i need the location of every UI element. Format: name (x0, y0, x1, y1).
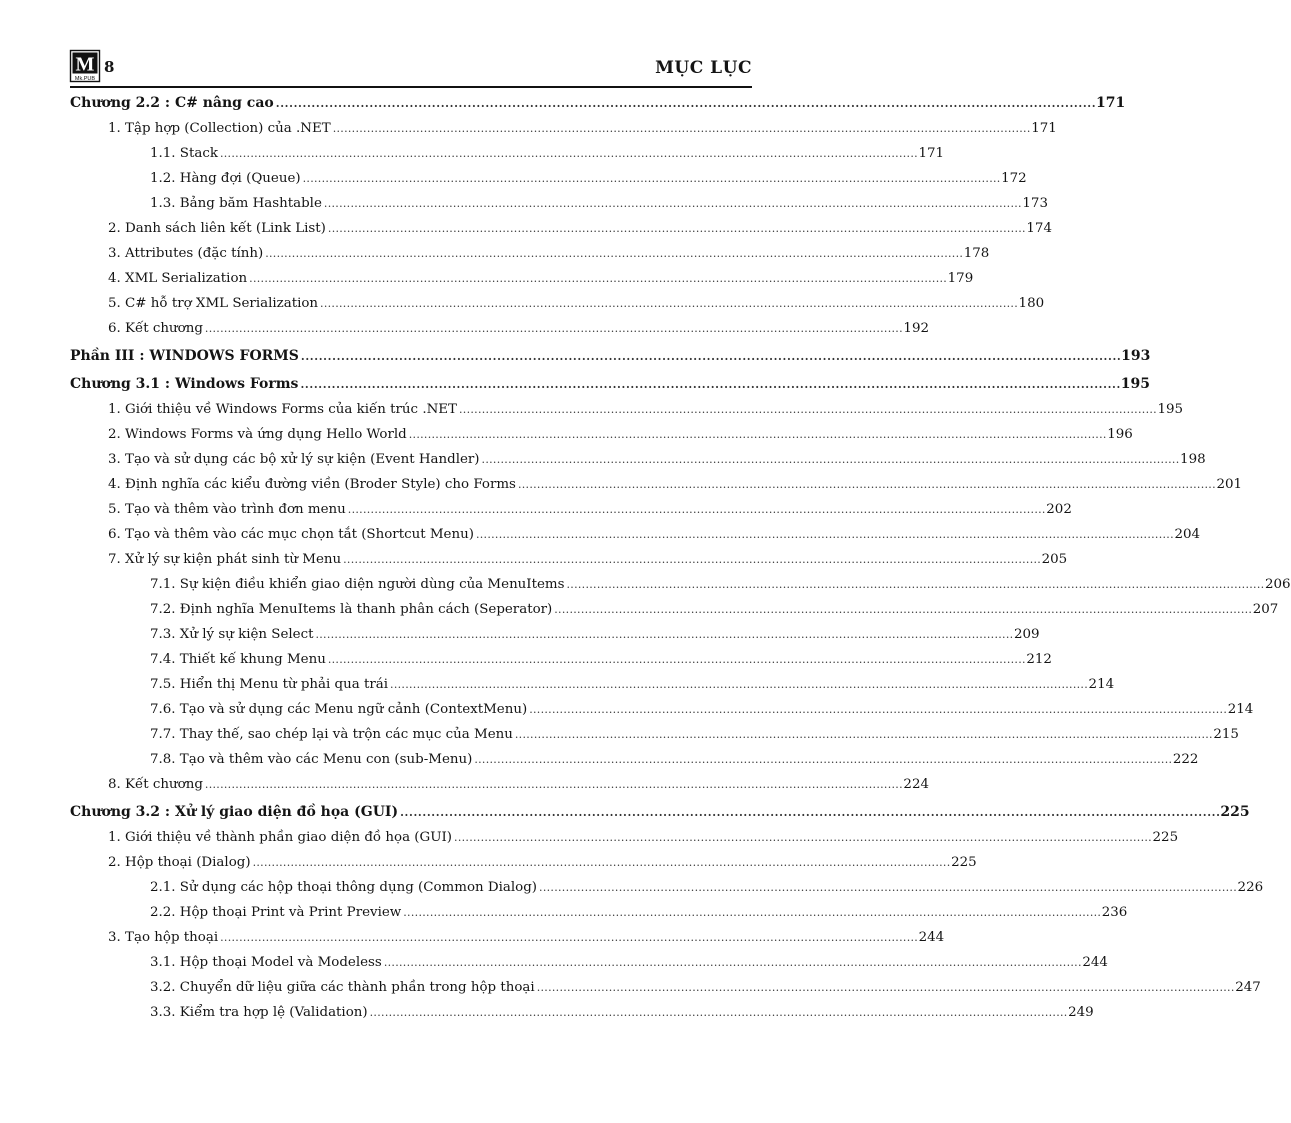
toc-entry-title: 4. Định nghĩa các kiểu đường viền (Broder Style) cho Forms (108, 477, 516, 492)
table-of-contents (70, 91, 1291, 1025)
toc-entry-title: Phần III : WINDOWS FORMS (70, 348, 299, 364)
toc-entry-title: 7.5. Hiển thị Menu từ phải qua trái (150, 677, 389, 692)
toc-entry-page: 244 (1082, 955, 1108, 970)
toc-entry-title: 3. Tạo và sử dụng các bộ xử lý sự kiện (Event Handler) (108, 452, 480, 467)
toc-entry (70, 622, 1040, 647)
dot-leader (476, 522, 1172, 547)
toc-entry (70, 141, 945, 166)
page-header (70, 48, 752, 86)
dot-leader (249, 266, 945, 291)
toc-entry (70, 697, 1254, 722)
dot-leader (315, 622, 1011, 647)
toc-entry-page: 171 (1031, 121, 1057, 136)
toc-entry-page: 236 (1101, 905, 1128, 920)
dot-leader (320, 291, 1016, 316)
dot-leader (328, 216, 1024, 241)
toc-entry-title: 3. Tạo hộp thoại (108, 930, 219, 945)
toc-entry-title: 7.7. Thay thế, sao chép lại và trộn các mục của Menu (150, 727, 513, 742)
dot-leader (537, 975, 1233, 1000)
dot-leader (220, 925, 916, 950)
toc-entry (70, 241, 990, 266)
toc-entry (70, 722, 1239, 747)
toc-entry (70, 422, 1133, 447)
toc-entry-page: 202 (1046, 502, 1072, 517)
toc-entry-page: 225 (951, 855, 977, 870)
toc-entry-page: 179 (947, 271, 974, 286)
dot-leader (515, 722, 1211, 747)
toc-entry-title: 2.1. Sử dụng các hộp thoại thông dụng (Common Dialog) (150, 880, 538, 895)
toc-entry-page: 205 (1041, 552, 1068, 567)
dot-leader (328, 647, 1024, 672)
toc-entry (70, 900, 1128, 925)
toc-entry-page: 192 (903, 321, 929, 336)
header-rule (70, 86, 752, 88)
toc-entry-title: 2. Hộp thoại (Dialog) (108, 855, 251, 870)
toc-entry (70, 116, 1057, 141)
dot-leader (205, 316, 901, 341)
toc-entry (70, 344, 1151, 369)
toc-entry-title: 7.6. Tạo và sử dụng các Menu ngữ cảnh (ContextMenu) (150, 702, 528, 717)
toc-entry (70, 316, 929, 341)
toc-entry-page: 180 (1018, 296, 1045, 311)
toc-entry-page: 204 (1174, 527, 1201, 542)
toc-entry-title: 7.1. Sự kiện điều khiển giao diện người dùng của MenuItems (150, 577, 565, 592)
toc-entry (70, 850, 977, 875)
dot-leader (409, 422, 1105, 447)
dot-leader (400, 800, 1218, 825)
toc-entry-title: 1. Giới thiệu về Windows Forms của kiến trúc .NET (108, 402, 457, 417)
toc-entry-title: 7.4. Thiết kế khung Menu (150, 652, 326, 667)
toc-entry-page: 226 (1237, 880, 1264, 895)
toc-entry (70, 772, 929, 797)
toc-entry-title: Chương 3.2 : Xử lý giao diện đồ họa (GUI) (70, 804, 399, 820)
toc-entry-page: 195 (1157, 402, 1184, 417)
toc-entry (70, 166, 1027, 191)
toc-entry (70, 597, 1279, 622)
dot-leader (205, 772, 901, 797)
toc-entry-title: 3. Attributes (đặc tính) (108, 246, 264, 261)
toc-entry (70, 672, 1115, 697)
toc-entry-page: 225 (1220, 804, 1250, 820)
toc-entry-page: 172 (1001, 171, 1027, 186)
toc-entry-title: 2.2. Hộp thoại Print và Print Preview (150, 905, 402, 920)
dot-leader (303, 166, 999, 191)
toc-entry-title: 4. XML Serialization (108, 271, 248, 286)
toc-entry-page: 212 (1026, 652, 1052, 667)
toc-entry-title: 5. Tạo và thêm vào trình đơn menu (108, 502, 346, 517)
section-title: MỤC LỤC (655, 58, 752, 78)
toc-entry-page: 209 (1013, 627, 1040, 642)
toc-entry-page: 198 (1180, 452, 1206, 467)
toc-entry (70, 497, 1072, 522)
dot-leader (390, 672, 1086, 697)
dot-leader (482, 447, 1178, 472)
dot-leader (518, 472, 1214, 497)
dot-leader (348, 497, 1044, 522)
toc-entry (70, 825, 1179, 850)
toc-entry (70, 875, 1264, 900)
dot-leader (554, 597, 1250, 622)
toc-entry-page: 196 (1107, 427, 1133, 442)
toc-entry-title: 5. C# hỗ trợ XML Serialization (108, 296, 319, 311)
toc-entry-title: 1. Tập hợp (Collection) của .NET (108, 121, 331, 136)
toc-entry-title: 1.1. Stack (150, 146, 218, 161)
toc-entry-page: 249 (1068, 1005, 1094, 1020)
toc-entry-page: 178 (963, 246, 990, 261)
toc-entry (70, 472, 1242, 497)
toc-entry-page: 247 (1235, 980, 1261, 995)
toc-entry (70, 397, 1184, 422)
toc-entry (70, 800, 1250, 825)
toc-entry-title: 2. Danh sách liên kết (Link List) (108, 221, 326, 236)
toc-entry-title: 7.8. Tạo và thêm vào các Menu con (sub-Menu) (150, 752, 473, 767)
toc-entry-page: 201 (1216, 477, 1242, 492)
toc-entry-title: 7. Xử lý sự kiện phát sinh từ Menu (108, 552, 342, 567)
publisher-logo (70, 50, 100, 82)
dot-leader (300, 372, 1118, 397)
toc-entry (70, 291, 1045, 316)
toc-entry-page: 244 (918, 930, 945, 945)
logo-letter: M (75, 53, 95, 76)
toc-entry (70, 372, 1150, 397)
logo-subtext: Mk.PUB (74, 76, 96, 82)
toc-entry-page: 222 (1172, 752, 1199, 767)
dot-leader (459, 397, 1155, 422)
toc-entry-page: 214 (1227, 702, 1254, 717)
dot-leader (454, 825, 1150, 850)
toc-entry-page: 214 (1088, 677, 1115, 692)
page-number: 8 (104, 58, 115, 76)
dot-leader (370, 1000, 1066, 1025)
toc-entry-page: 206 (1264, 577, 1291, 592)
toc-entry-page: 207 (1252, 602, 1279, 617)
dot-leader (265, 241, 961, 266)
toc-entry-page: 224 (903, 777, 929, 792)
toc-entry-title: Chương 3.1 : Windows Forms (70, 376, 299, 392)
dot-leader (566, 572, 1262, 597)
dot-leader (474, 747, 1170, 772)
dot-leader (301, 344, 1119, 369)
toc-entry-title: Chương 2.2 : C# nâng cao (70, 95, 274, 111)
toc-entry (70, 216, 1052, 241)
toc-entry-title: 1. Giới thiệu về thành phần giao diện đồ họa (GUI) (108, 830, 453, 845)
toc-entry-page: 193 (1121, 348, 1151, 364)
toc-entry (70, 647, 1052, 672)
toc-entry-title: 2. Windows Forms và ứng dụng Hello World (108, 427, 407, 442)
toc-entry-page: 173 (1022, 196, 1048, 211)
toc-entry (70, 925, 945, 950)
toc-entry-title: 7.3. Xử lý sự kiện Select (150, 627, 314, 642)
toc-entry-title: 8. Kết chương (108, 777, 203, 792)
toc-entry-title: 1.2. Hàng đợi (Queue) (150, 171, 301, 186)
toc-entry-page: 215 (1213, 727, 1239, 742)
dot-leader (539, 875, 1235, 900)
toc-entry-page: 174 (1026, 221, 1052, 236)
dot-leader (529, 697, 1225, 722)
toc-entry-page: 195 (1120, 376, 1150, 392)
dot-leader (324, 191, 1020, 216)
toc-entry-title: 1.3. Bảng băm Hashtable (150, 196, 322, 211)
toc-entry (70, 447, 1206, 472)
dot-leader (220, 141, 916, 166)
toc-entry (70, 522, 1201, 547)
dot-leader (276, 91, 1094, 116)
toc-entry-page: 171 (1096, 95, 1126, 111)
dot-leader (253, 850, 949, 875)
dot-leader (333, 116, 1029, 141)
dot-leader (384, 950, 1080, 975)
toc-entry-title: 6. Kết chương (108, 321, 203, 336)
toc-entry (70, 975, 1261, 1000)
toc-entry-title: 6. Tạo và thêm vào các mục chọn tắt (Shortcut Menu) (108, 527, 474, 542)
toc-entry (70, 547, 1068, 572)
toc-entry (70, 266, 974, 291)
toc-entry (70, 572, 1291, 597)
dot-leader (403, 900, 1099, 925)
toc-entry (70, 1000, 1094, 1025)
toc-entry-page: 225 (1152, 830, 1179, 845)
dot-leader (343, 547, 1039, 572)
toc-entry (70, 747, 1199, 772)
toc-entry (70, 950, 1108, 975)
toc-entry-page: 171 (918, 146, 945, 161)
toc-entry-title: 3.2. Chuyển dữ liệu giữa các thành phần trong hộp thoại (150, 980, 535, 995)
toc-entry (70, 191, 1048, 216)
toc-entry-title: 3.3. Kiểm tra hợp lệ (Validation) (150, 1005, 368, 1020)
toc-entry (70, 91, 1126, 116)
toc-entry-title: 7.2. Định nghĩa MenuItems là thanh phân cách (Seperator) (150, 602, 553, 617)
toc-entry-title: 3.1. Hộp thoại Model và Modeless (150, 955, 382, 970)
